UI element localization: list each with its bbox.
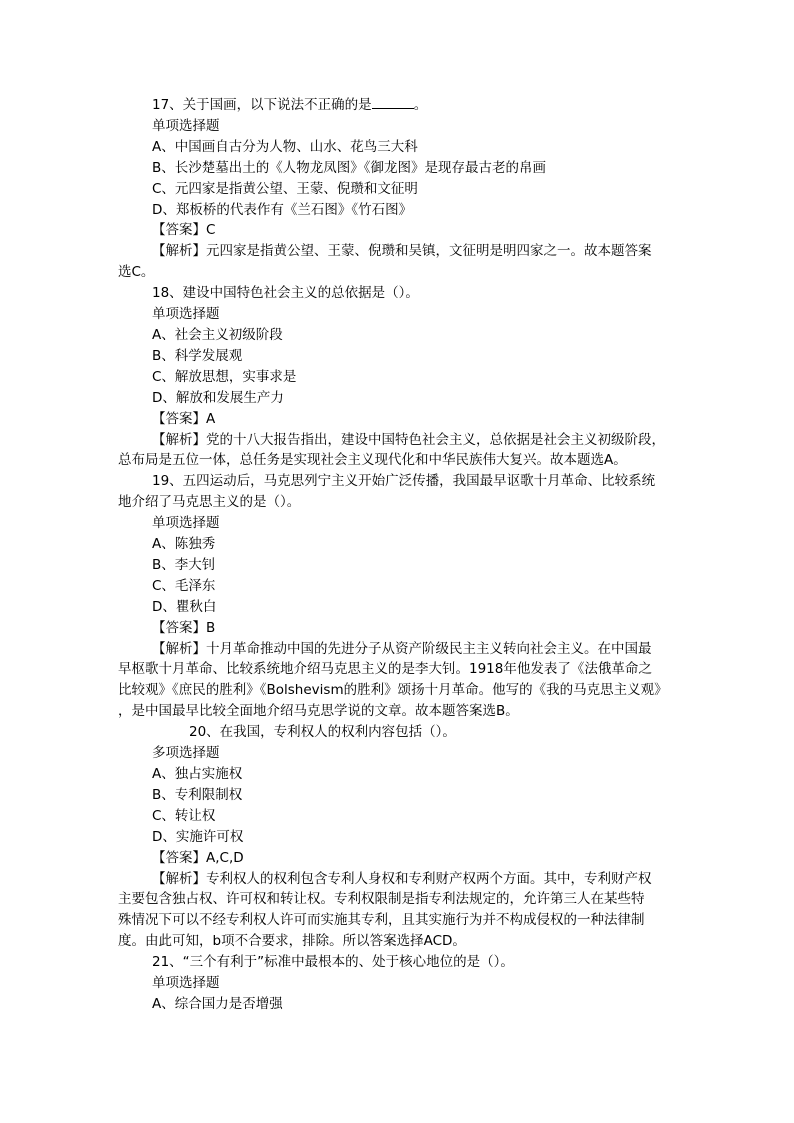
question-stem: 20、在我国，专利权人的权利内容包括（）。	[189, 724, 456, 741]
document-page	[118, 95, 676, 1015]
question-type: 单项选择题	[152, 306, 220, 323]
option-d: D、实施许可权	[152, 828, 244, 845]
analysis-line: ，是中国最早比较全面地介绍马克思学说的文章。故本题答案选B。	[118, 703, 519, 720]
question-stem: 21、“三个有利于”标准中最根本的、处于核心地位的是（）。	[152, 954, 514, 971]
answer-blank	[372, 96, 414, 109]
option-a: A、中国画自古分为人物、山水、花鸟三大科	[152, 138, 418, 155]
option-c: C、毛泽东	[152, 577, 216, 594]
option-a: A、独占实施权	[152, 766, 243, 782]
analysis-line: 度。由此可知，b项不合要求，排除。所以答案选择ACD。	[118, 933, 466, 950]
question-type: 多项选择题	[152, 745, 220, 762]
analysis-line: 殊情况下可以不经专利权人许可而实施其专利，且其实施行为并不构成侵权的一种法律制	[118, 912, 645, 929]
question-stem-line: 地介绍了马克思主义的是（）。	[118, 494, 301, 511]
option-d: D、郑板桥的代表作有《兰石图》《竹石图》	[152, 201, 413, 218]
analysis-line: 总布局是五位一体，总任务是实现社会主义现代化和中华民族伟大复兴。故本题选A。	[118, 452, 627, 469]
option-c: C、元四家是指黄公望、王蒙、倪瓒和文征明	[152, 180, 418, 197]
answer: 【答案】C	[152, 222, 216, 239]
question-stem-text: 17、关于国画，以下说法不正确的是	[152, 97, 372, 113]
question-17	[118, 95, 676, 283]
analysis-line: 【解析】党的十八大报告指出，建设中国特色社会主义，总依据是社会主义初级阶段，	[152, 431, 665, 448]
analysis-line: 【解析】十月革命推动中国的先进分子从资产阶级民主主义转向社会主义。在中国最	[152, 640, 652, 657]
option-d: D、瞿秋白	[152, 598, 217, 615]
option-a: A、陈独秀	[152, 536, 216, 553]
analysis-line: 【解析】专利权人的权利包含专利人身权和专利财产权两个方面。其中，专利财产权	[152, 870, 652, 887]
question-stem-suffix: 。	[413, 97, 428, 113]
analysis-line: 主要包含独占权、许可权和转让权。专利权限制是指专利法规定的，允许第三人在某些特	[118, 891, 645, 908]
analysis-line: 早枢歌十月革命、比较系统地介绍马克思主义的是李大钊。1918年他发表了《法俄革命之	[118, 661, 652, 678]
question-stem-line: 19、五四运动后，马克思列宁主义开始广泛传播，我国最早讴歌十月革命、比较系统	[152, 473, 656, 490]
question-type: 单项选择题	[152, 117, 220, 134]
option-b: B、李大钊	[152, 556, 216, 573]
question-18	[118, 283, 676, 471]
analysis-line: 比较观》《庶民的胜利》《Bolshevism的胜利》颂扬十月革命。他写的《我的马克思主义观》	[118, 682, 668, 699]
option-b: B、长沙楚墓出土的《人物龙凤图》《御龙图》是现存最古老的帛画	[152, 159, 547, 176]
option-d: D、解放和发展生产力	[152, 389, 284, 406]
question-21	[118, 952, 676, 1015]
answer: 【答案】A	[152, 410, 216, 427]
analysis-line: 选C。	[118, 264, 155, 281]
option-a: A、社会主义初级阶段	[152, 326, 283, 343]
question-stem	[118, 95, 676, 116]
question-19	[118, 471, 676, 722]
option-b: B、科学发展观	[152, 347, 243, 364]
answer: 【答案】B	[152, 619, 216, 636]
question-type: 单项选择题	[152, 975, 220, 992]
option-c: C、转让权	[152, 807, 216, 824]
question-type: 单项选择题	[152, 515, 220, 532]
question-20	[118, 722, 676, 952]
question-stem: 18、建设中国特色社会主义的总依据是（）。	[152, 285, 419, 302]
option-c: C、解放思想，实事求是	[152, 368, 297, 385]
option-a: A、综合国力是否增强	[152, 995, 283, 1012]
option-b: B、专利限制权	[152, 786, 243, 803]
analysis-line: 【解析】元四家是指黄公望、王蒙、倪瓒和吴镇，文征明是明四家之一。故本题答案	[152, 243, 652, 260]
answer: 【答案】A,C,D	[152, 849, 244, 866]
